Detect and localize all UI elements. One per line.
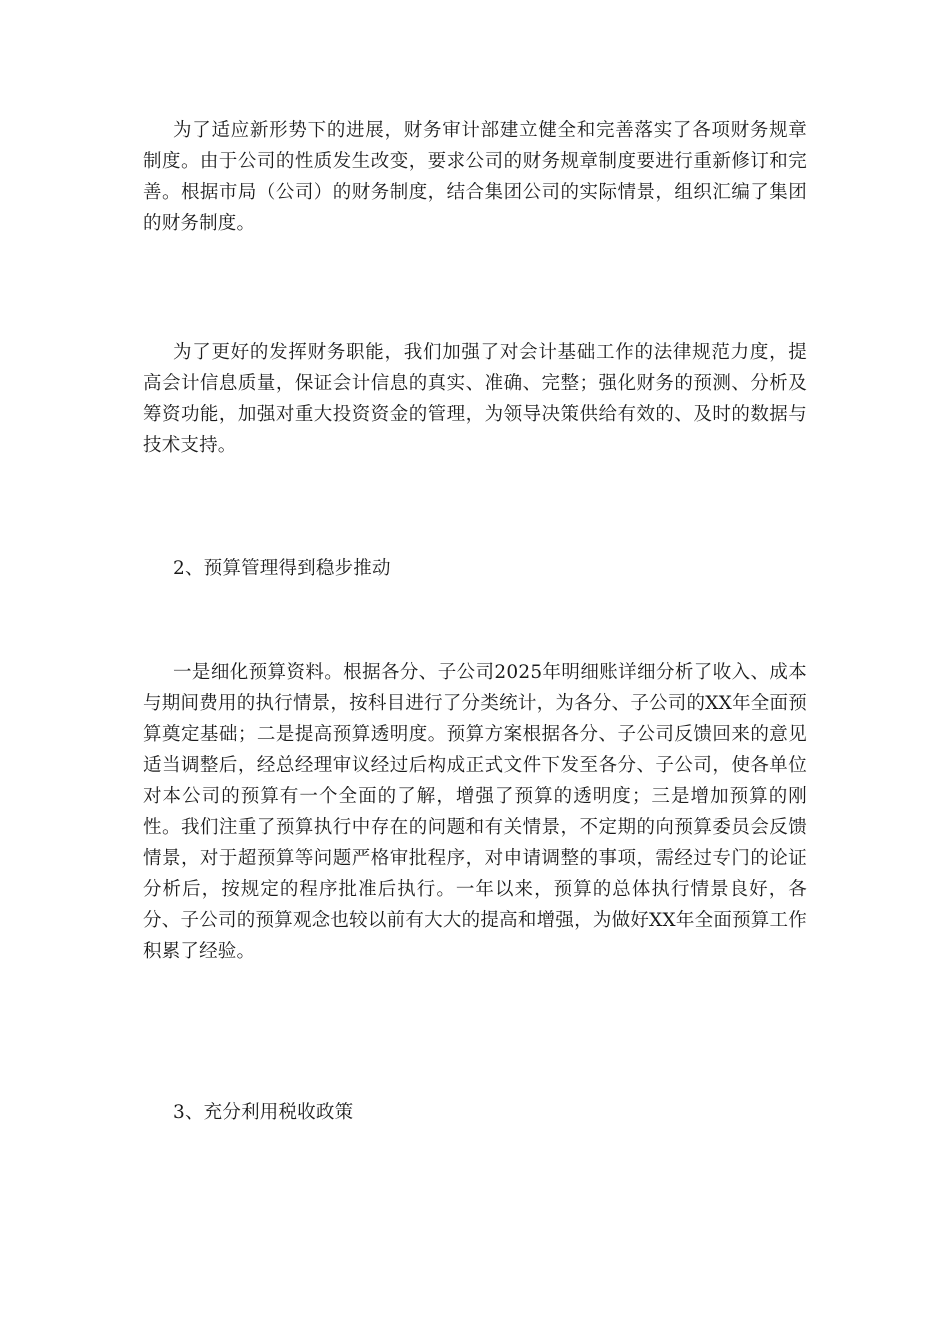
section-heading-tax-policy: 3、充分利用税收政策: [173, 1102, 354, 1123]
section-heading-budget-management: 2、预算管理得到稳步推动: [173, 558, 391, 579]
paragraph-financial-regulations: 为了适应新形势下的进展，财务审计部建立健全和完善落实了各项财务规章制度。由于公司的性质发生改变，要求公司的财务规章制度要进行重新修订和完善。根据市局（公司）的财务制度，结合集团公司的实际情景，组织汇编了集团的财务制度。: [143, 120, 807, 234]
paragraph-budget-details: 一是细化预算资料。根据各分、子公司2025年明细账详细分析了收入、成本与期间费用的执行情景，按科目进行了分类统计，为各分、子公司的XX年全面预算奠定基础；二是提高预算透明度。预算方案根据各分、子公司反馈回来的意见适当调整后，经总经理审议经过后构成正式文件下发至各分、子公司，使各单位对本公司的预算有一个全面的了解，增强了预算的透明度；三是增加预算的刚性。我们注重了预算执行中存在的问题和有关情景，不定期的向预算委员会反馈情景，对于超预算等问题严格审批程序，对申请调整的事项，需经过专门的论证分析后，按规定的程序批准后执行。一年以来，预算的总体执行情景良好，各分、子公司的预算观念也较以前有大大的提高和增强，为做好XX年全面预算工作积累了经验。: [143, 662, 807, 962]
paragraph-financial-functions: 为了更好的发挥财务职能，我们加强了对会计基础工作的法律规范力度，提高会计信息质量，保证会计信息的真实、准确、完整；强化财务的预测、分析及筹资功能，加强对重大投资资金的管理，为领导决策供给有效的、及时的数据与技术支持。: [143, 342, 807, 456]
